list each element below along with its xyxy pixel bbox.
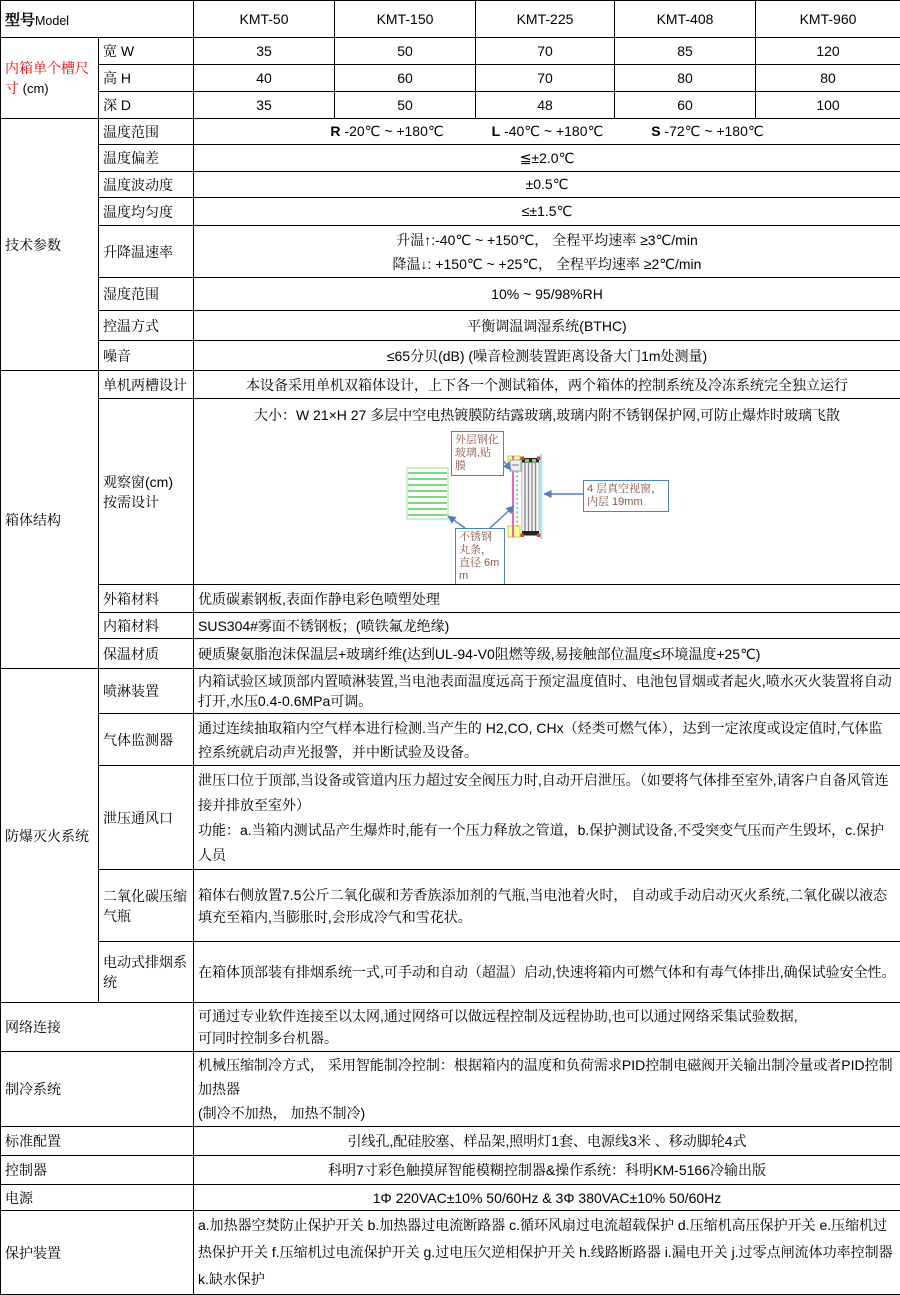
model-label-en: Model: [35, 14, 69, 28]
outer-material-row: [1, 585, 900, 613]
noise-value: ≤65分贝(dB) (噪音检测装置距离设备大门1m处测量): [194, 341, 900, 371]
callout-outer-glass: 外层钢化玻璃,贴膜: [451, 431, 504, 476]
temp-fluctuation-label: 温度波动度: [99, 172, 194, 198]
section-chamber-structure: 箱体结构: [1, 371, 99, 669]
model-label-cn: 型号: [5, 12, 35, 29]
pressure-relief-vent-label: 泄压通风口: [99, 766, 194, 870]
depth-row: [1, 92, 900, 119]
ramp-rate-label: 升降温速率: [99, 226, 194, 278]
temp-uniformity-value: ≤±1.5℃: [194, 198, 900, 226]
controller-row: [1, 1156, 900, 1185]
callout-steel-beads: 不锈钢丸条，直径 6mm: [455, 528, 505, 585]
section-tech-params: 技术参数: [1, 119, 99, 371]
humidity-label: 湿度范围: [99, 278, 194, 311]
standard-config-value: 引线孔,配硅胶塞、样品架,照明灯1套、电源线3米 、移动脚轮4式: [194, 1127, 900, 1156]
inner-material-label: 内箱材料: [99, 613, 194, 639]
height-value: 80: [615, 65, 756, 92]
mesh-panel-icon: [407, 468, 448, 519]
callout-vacuum-window: 4 层真空视窗，内层 19mm: [583, 480, 669, 512]
power-supply-value: 1Φ 220VAC±10% 50/60Hz & 3Φ 380VAC±10% 50/60Hz: [194, 1185, 900, 1211]
smoke-exhaust-label: 电动式排烟系统: [99, 942, 194, 1003]
col-header-kmt-50: KMT-50: [194, 1, 335, 38]
width-value: 120: [756, 38, 900, 65]
vent-description: 泄压口位于顶部,当设备或管道内压力超过安全阀压力时,自动开启泄压。（如要将气体排至室外,请客户自备风管连接并排放至室外）: [198, 768, 896, 818]
temp-uniformity-label: 温度均匀度: [99, 198, 194, 226]
window-diagram-graphics: [198, 427, 900, 583]
temp-range-grade-s: S -72℃ ~ +180℃: [651, 123, 763, 140]
col-header-kmt-150: KMT-150: [335, 1, 476, 38]
depth-label: 深 D: [99, 92, 194, 119]
window-cross-section-icon: [508, 454, 541, 539]
height-value: 40: [194, 65, 335, 92]
controller-value: 科明7寸彩色触摸屏智能模糊控制器&操作系统：科明KM-5166冷输出版: [194, 1156, 900, 1185]
pressure-relief-vent-row: [1, 766, 900, 870]
insulation-row: [1, 639, 900, 669]
window-size-text: 大小：W 21×H 27 多层中空电热镀膜防结露玻璃,玻璃内附不锈钢保护网,可防止爆炸时玻璃飞散: [198, 400, 896, 425]
network-label: 网络连接: [1, 1003, 194, 1052]
viewing-window-label: 观察窗(cm) 按需设计: [99, 399, 194, 585]
depth-value: 100: [756, 92, 900, 119]
refrigeration-row: [1, 1052, 900, 1127]
col-header-kmt-408: KMT-408: [615, 1, 756, 38]
width-label: 宽 W: [99, 38, 194, 65]
height-value: 60: [335, 65, 476, 92]
control-mode-row: [1, 311, 900, 341]
ramp-down-line: 降温↓: +150℃ ~ +25℃， 全程平均速率 ≥2℃/min: [198, 252, 896, 276]
co2-cylinder-row: [1, 870, 900, 942]
temp-fluctuation-row: [1, 172, 900, 198]
temp-deviation-row: [1, 145, 900, 172]
temp-deviation-label: 温度偏差: [99, 145, 194, 172]
height-value: 70: [476, 65, 615, 92]
window-diagram: [198, 427, 900, 583]
ramp-up-line: 升温↑:-40℃ ~ +150℃， 全程平均速率 ≥3℃/min: [198, 228, 896, 252]
ramp-rate-value: [194, 226, 900, 278]
col-header-kmt-960: KMT-960: [756, 1, 900, 38]
pressure-relief-vent-value: [194, 766, 900, 870]
section-inner-tank-size: [1, 38, 99, 119]
refrigeration-value: 机械压缩制冷方式， 采用智能制冷控制：根据箱内的温度和负荷需求PID控制电磁阀开关输出制冷量或者PID控制加热器 (制冷不加热， 加热不制冷): [194, 1052, 900, 1127]
vent-functions: 功能：a.当箱内测试品产生爆炸时,能有一个压力释放之管道，b.保护测试设备,不受突变气压而产生毁坏，c.保护人员: [198, 818, 896, 868]
outer-material-label: 外箱材料: [99, 585, 194, 613]
insulation-value: 硬质聚氨脂泡沫保温层+玻璃纤维(达到UL-94-V0阻燃等级,易接触部位温度≤环境温度+25℃): [194, 639, 900, 669]
gas-monitor-label: 气体监测器: [99, 714, 194, 766]
control-mode-value: 平衡调温调湿系统(BTHC): [194, 311, 900, 341]
gas-monitor-row: [1, 714, 900, 766]
noise-row: [1, 341, 900, 371]
power-supply-row: [1, 1185, 900, 1211]
depth-value: 50: [335, 92, 476, 119]
gas-monitor-value: 通过连续抽取箱内空气样本进行检测.当产生的 H2,CO, CHx（烃类可燃气体），达到一定浓度或设定值时,气体监控系统就启动声光报警，并中断试验及设备。: [194, 714, 900, 766]
dual-chamber-row: [1, 371, 900, 399]
depth-value: 48: [476, 92, 615, 119]
dual-chamber-label: 单机两槽设计: [99, 371, 194, 399]
outer-material-value: 优质碳素钢板,表面作静电彩色喷塑处理: [194, 585, 900, 613]
humidity-value: 10% ~ 95/98%RH: [194, 278, 900, 311]
control-mode-label: 控温方式: [99, 311, 194, 341]
height-row: [1, 65, 900, 92]
co2-cylinder-value: 箱体右侧放置7.5公斤二氧化碳和芳香族添加剂的气瓶,当电池着火时， 自动或手动启动灭火系统,二氧化碳以液态填充至箱内,当膨胀时,会形成冷气和雪花状。: [194, 870, 900, 942]
network-row: [1, 1003, 900, 1052]
depth-value: 35: [194, 92, 335, 119]
dual-chamber-value: 本设备采用单机双箱体设计，上下各一个测试箱体，两个箱体的控制系统及冷冻系统完全独立运行: [194, 371, 900, 399]
viewing-window-content: [194, 399, 900, 585]
model-header-cell: [1, 1, 194, 38]
spray-device-row: [1, 669, 900, 714]
inner-tank-size-unit: (cm): [19, 81, 49, 96]
network-value: 可通过专业软件连接至以太网,通过网络可以做远程控制及远程协助,也可以通过网络采集试验数据, 可同时控制多台机器。: [194, 1003, 900, 1052]
temp-uniformity-row: [1, 198, 900, 226]
width-value: 70: [476, 38, 615, 65]
width-value: 35: [194, 38, 335, 65]
inner-material-row: [1, 613, 900, 639]
temp-range-value: [194, 119, 900, 145]
width-row: [1, 38, 900, 65]
controller-label: 控制器: [1, 1156, 194, 1185]
temp-deviation-value: ≦±2.0℃: [194, 145, 900, 172]
depth-value: 60: [615, 92, 756, 119]
section-fire-system: 防爆灭火系统: [1, 669, 99, 1003]
temp-fluctuation-value: ±0.5℃: [194, 172, 900, 198]
height-label: 高 H: [99, 65, 194, 92]
humidity-row: [1, 278, 900, 311]
co2-cylinder-label: 二氧化碳压缩气瓶: [99, 870, 194, 942]
temp-range-grade-l: L -40℃ ~ +180℃: [492, 123, 604, 140]
protection-devices-value: a.加热器空焚防止保护开关 b.加热器过电流断路器 c.循环风扇过电流超载保护 d.压缩机高压保护开关 e.压缩机过热保护开关 f.压缩机过电流保护开关 g.过电压欠逆相保护开关 h.线路断路器 i.漏电开关 j.过零点闸流体功率控制器 k.缺水保护: [194, 1211, 900, 1295]
width-value: 50: [335, 38, 476, 65]
refrigeration-label: 制冷系统: [1, 1052, 194, 1127]
spray-device-value: 内箱试验区域顶部内置喷淋装置,当电池表面温度远高于预定温度值时、电池包冒烟或者起火,喷水灭火装置将自动打开,水压0.4-0.6MPa可调。: [194, 669, 900, 714]
smoke-exhaust-value: 在箱体顶部装有排烟系统一式,可手动和自动（超温）启动,快速将箱内可燃气体和有毒气体排出,确保试验安全性。: [194, 942, 900, 1003]
smoke-exhaust-row: [1, 942, 900, 1003]
temp-range-grade-r: R -20℃ ~ +180℃: [330, 123, 443, 140]
protection-devices-row: [1, 1211, 900, 1295]
noise-label: 噪音: [99, 341, 194, 371]
power-supply-label: 电源: [1, 1185, 194, 1211]
col-header-kmt-225: KMT-225: [476, 1, 615, 38]
width-value: 85: [615, 38, 756, 65]
protection-devices-label: 保护装置: [1, 1211, 194, 1295]
standard-config-row: [1, 1127, 900, 1156]
inner-tank-size-label: 内箱单个槽尺寸: [5, 60, 89, 96]
temp-range-label: 温度范围: [99, 119, 194, 145]
temp-range-row: [1, 119, 900, 145]
standard-config-label: 标准配置: [1, 1127, 194, 1156]
ramp-rate-row: [1, 226, 900, 278]
viewing-window-row: [1, 399, 900, 585]
spray-device-label: 喷淋装置: [99, 669, 194, 714]
insulation-label: 保温材质: [99, 639, 194, 669]
header-row: [1, 1, 900, 38]
height-value: 80: [756, 65, 900, 92]
inner-material-value: SUS304#雾面不锈钢板；(喷铁氟龙绝缘): [194, 613, 900, 639]
